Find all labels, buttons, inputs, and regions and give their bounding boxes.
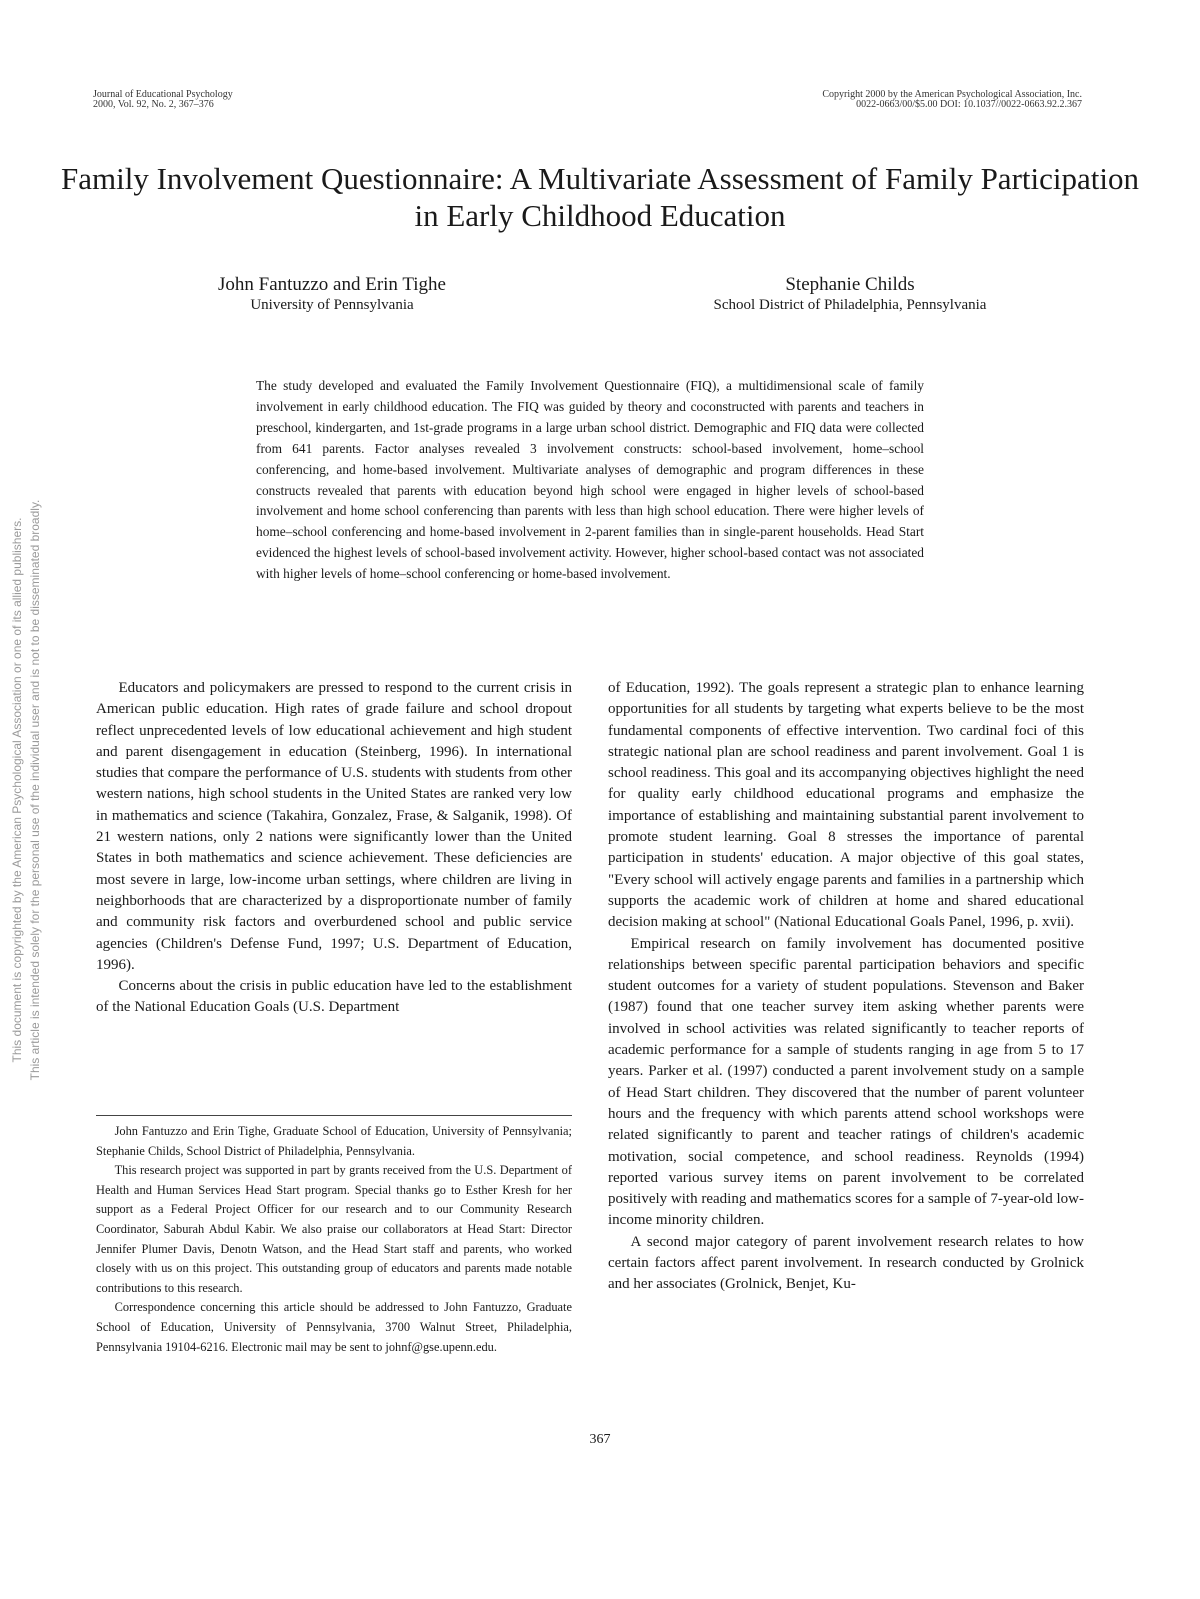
journal-name: Journal of Educational Psychology [93,89,233,100]
author-affiliation: University of Pennsylvania [250,297,414,313]
footnote-divider [96,1115,572,1116]
footnote-correspondence: Correspondence concerning this article should be addressed to John Fantuzzo, Graduate School of Education, University of Pennsylvania, 3700 Walnut Street, Philadelphia, Pennsylvania 19104-6216. Electronic mail may be sent to johnf@gse.upenn.edu. [96,1300,572,1354]
author-block-1 [182,274,482,314]
footnote-acknowledgments: This research project was supported in part by grants received from the U.S. Department of Health and Human Services Head Start program. Special thanks go to Esther Kresh for her support as a Federal Project Officer for our research and to our Community Research Coordinator, Saburah Abdul Kabir. We also praise our collaborators at Head Start: Director Jennifer Plumer Davis, Denotn Watson, and the Head Start staff and parents, who worked closely with us on this project. This outstanding group of educators and parents made notable contributions to this research. [96,1163,572,1295]
watermark-line-2: This article is intended solely for the personal use of the individual user and is not to be disseminated broadly. [28,499,42,1081]
copyright-line: Copyright 2000 by the American Psychological Association, Inc. [822,89,1082,100]
body-paragraph-continued: of Education, 1992). The goals represent a strategic plan to enhance learning opportunities for all students by targeting what experts believe to be the most fundamental components of effective intervention. Two cardinal foci of this strategic national plan are school readiness and parent involvement. Goal 1 is school readiness. This goal and its accompanying objectives highlight the need for quality early childhood educational programs and emphasize the importance of establishing and maintaining substantial parent involvement to promote student learning. Goal 8 stresses the importance of parental participation in students' education. A major objective of this goal states, "Every school will actively engage parents and families in a partnership which supports the academic work of children at home and shared educational decision making at school" (National Educational Goals Panel, 1996, p. xvii). [608,680,1084,931]
body-paragraph: A second major category of parent involvement research relates to how certain factors affect parent involvement. In research conducted by Grolnick and her associates (Grolnick, Benjet, Ku- [608,1233,1084,1293]
copyright-header [822,90,1082,110]
author-names: Stephanie Childs [785,274,915,295]
footnote-affiliations: John Fantuzzo and Erin Tighe, Graduate School of Education, University of Pennsylvania; Stephanie Childs, School District of Philadelphia, Pennsylvania. [96,1124,572,1158]
body-column-right [608,678,1084,1296]
body-column-left [96,678,572,1019]
journal-volume: 2000, Vol. 92, No. 2, 367–376 [93,99,214,110]
watermark-line-1: This document is copyrighted by the American Psychological Association or one of its allied publishers. [10,517,24,1063]
author-affiliation: School District of Philadelphia, Pennsylvania [713,297,987,313]
body-paragraph: Concerns about the crisis in public education have led to the establishment of the National Education Goals (U.S. Department [96,978,572,1016]
body-paragraph: Educators and policymakers are pressed to respond to the current crisis in American public education. High rates of grade failure and school dropout reflect unprecedented levels of low educational achievement and high student and parent disengagement in education (Steinberg, 1996). In international studies that compare the performance of U.S. students with students from other western nations, high school students in the United States are ranked very low in mathematics and science (Takahira, Gonzalez, Frase, & Salganik, 1998). Of 21 western nations, only 2 nations were significantly lower than the United States in both mathematics and science achievement. These deficiencies are most severe in large, low-income urban settings, where children are living in neighborhoods that are characterized by a disproportionate number of family and community risk factors and overburdened school and public service agencies (Children's Defense Fund, 1997; U.S. Department of Education, 1996). [96,680,572,973]
doi-line: 0022-0663/00/$5.00 DOI: 10.1037//0022-0663.92.2.367 [856,99,1082,110]
page-number: 367 [589,1432,611,1447]
journal-header [93,90,233,110]
article-title: Family Involvement Questionnaire: A Multivariate Assessment of Family Participation in Early Childhood Education [61,161,1139,233]
body-paragraph: Empirical research on family involvement has documented positive relationships between specific parental participation behaviors and specific student outcomes for a variety of student populations. Stevenson and Baker (1987) found that one teacher survey item asking whether parents were involved in school activities was related significantly to teacher reports of academic performance for a sample of students ranging in age from 5 to 17 years. Parker et al. (1997) conducted a parent involvement study on a sample of Head Start children. They discovered that the number of parent volunteer hours and the frequency with which parents attend school workshops were related significantly to parent and teacher ratings of children's academic motivation, social competence, and school readiness. Reynolds (1994) reported various survey items on parent involvement to be correlated positively with reading and mathematics scores for a sample of 7-year-old low-income minority children. [608,935,1084,1229]
abstract: The study developed and evaluated the Family Involvement Questionnaire (FIQ), a multidimensional scale of family involvement in early childhood education. The FIQ was guided by theory and coconstructed with parents and teachers in preschool, kindergarten, and 1st-grade programs in a large urban school district. Demographic and FIQ data were collected from 641 parents. Factor analyses revealed 3 involvement constructs: school-based involvement, home–school conferencing, and home-based involvement. Multivariate analyses of demographic and program differences in these constructs revealed that parents with education beyond high school were engaged in higher levels of school-based involvement and home school conferencing than parents with less than high school education. There were higher levels of home–school conferencing and home-based involvement in 2-parent families than in single-parent households. Head Start evidenced the highest levels of school-based involvement activity. However, higher school-based contact was not associated with higher levels of home–school conferencing or home-based involvement. [256,378,924,582]
author-block-2 [640,274,1060,314]
footnotes [96,1122,572,1357]
author-names: John Fantuzzo and Erin Tighe [218,274,446,295]
